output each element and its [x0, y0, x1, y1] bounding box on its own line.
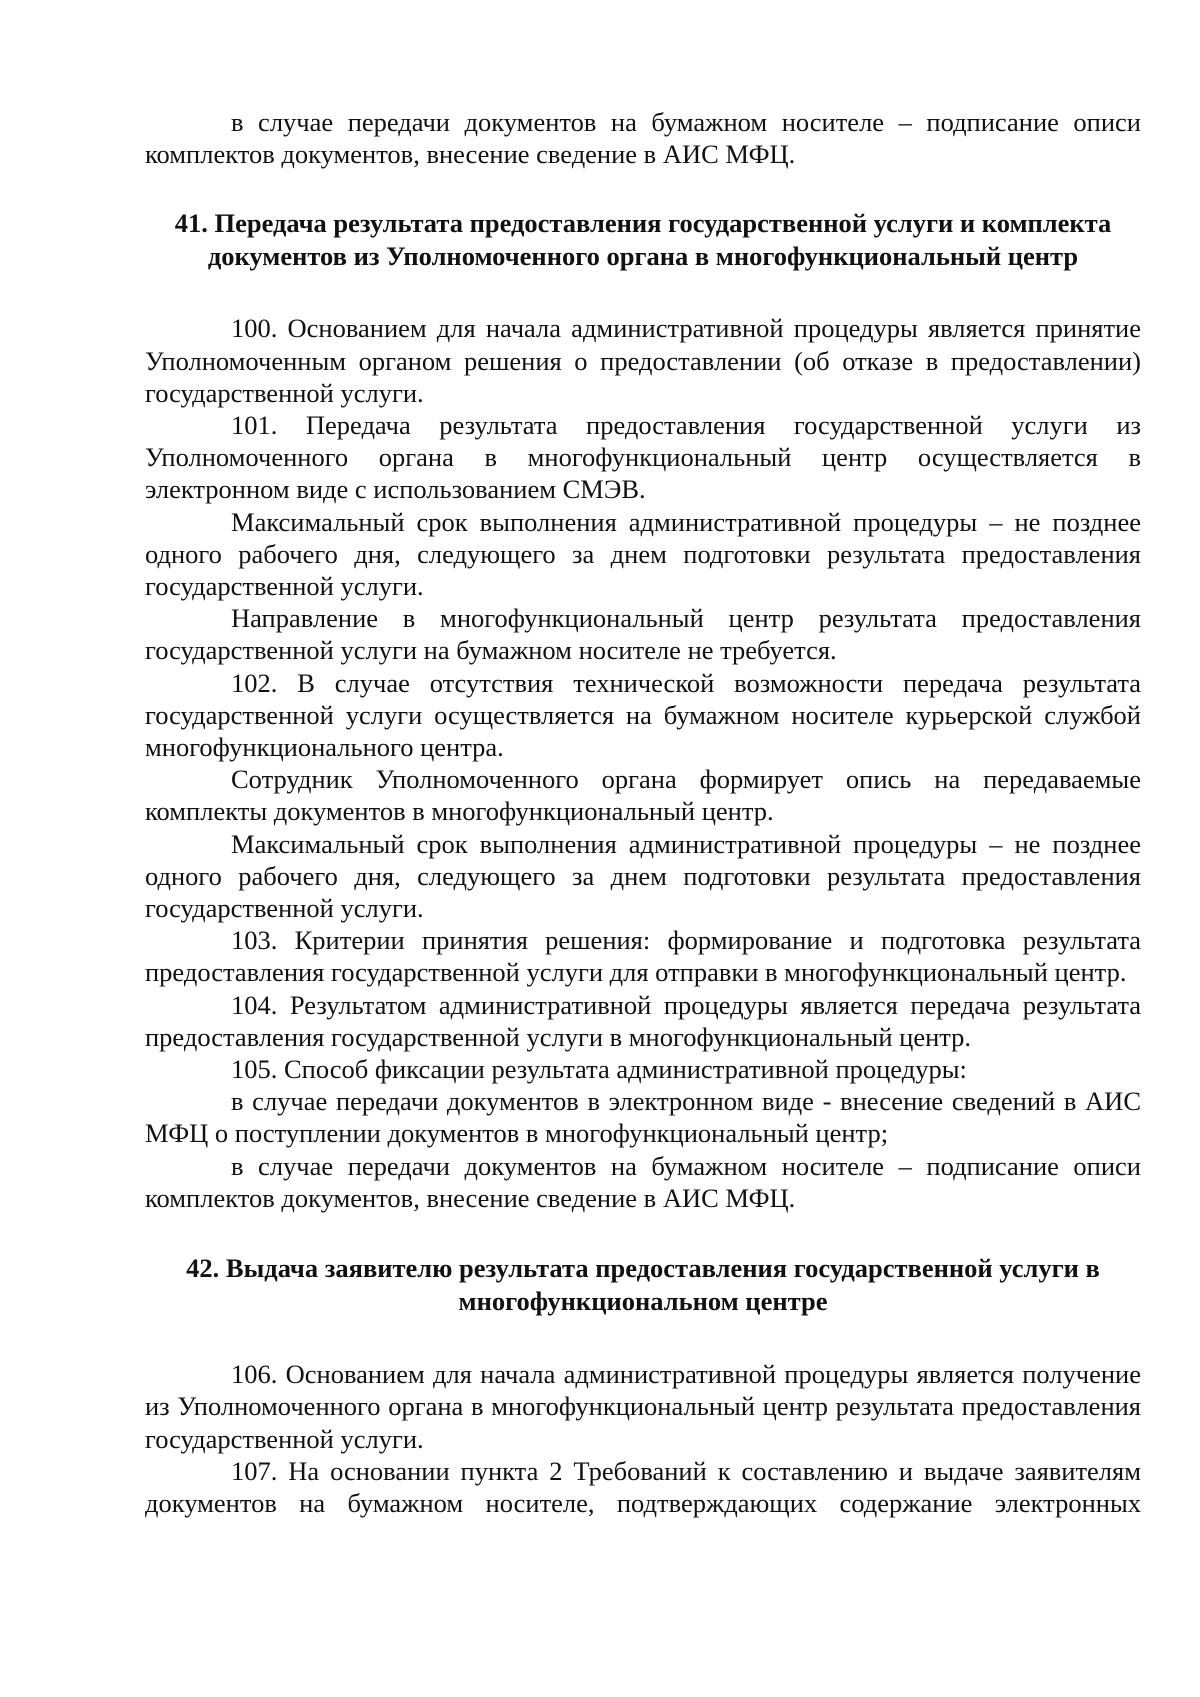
paragraph-101: 101. Передача результата предоставления государственной услуги из Уполномоченного органа в многофункциональный центр осуществляется в электронном виде с использованием СМЭВ.: [145, 410, 1141, 505]
paragraph-103: 103. Критерии принятия решения: формирование и подготовка результата предоставления государственной услуги для отправки в многофункциональный центр.: [145, 925, 1141, 988]
section-42-body: [145, 1358, 1141, 1519]
section-41-heading: 41. Передача результата предоставления государственной услуги и комплекта документов из Уполномоченного органа в многофункциональный центр: [174, 208, 1112, 271]
paragraph-100: 100. Основанием для начала административной процедуры является принятие Уполномоченным органом решения о предоставлении (об отказе в предоставлении) государственной услуги.: [145, 313, 1141, 408]
paragraph-top: в случае передачи документов на бумажном носителе – подписание описи комплектов документов, внесение сведение в АИС МФЦ.: [145, 107, 1141, 170]
paragraph-102: 102. В случае отсутствия технической возможности передача результата государственной услуги осуществляется на бумажном носителе курьерской службой многофункционального центра.: [145, 667, 1141, 763]
paragraph-107: 107. На основании пункта 2 Требований к составлению и выдаче заявителям документов на бумажном носителе, подтверждающих содержание электронных: [145, 1455, 1141, 1518]
paragraph-106: 106. Основанием для начала административной процедуры является получение из Уполномоченного органа в многофункциональный центр результата предоставления государственной услуги.: [145, 1359, 1141, 1454]
paragraph-max-term-2: Максимальный срок выполнения административной процедуры – не позднее одного рабочего дня, следующего за днем подготовки результата предоставления государственной услуги.: [145, 828, 1141, 924]
paragraph-electronic-case: в случае передачи документов в электронном виде - внесение сведений в АИС МФЦ о поступлении документов в многофункциональный центр;: [145, 1086, 1141, 1149]
section-41-body: [145, 312, 1141, 1214]
paragraph-inventory: Сотрудник Уполномоченного органа формирует опись на передаваемые комплекты документов в многофункциональный центр.: [145, 764, 1141, 827]
section-42-heading: 42. Выдача заявителю результата предоставления государственной услуги в многофункциональном центре: [186, 1253, 1100, 1316]
paragraph-paper-case: в случае передачи документов на бумажном носителе – подписание описи комплектов документов, внесение сведение в АИС МФЦ.: [145, 1150, 1141, 1213]
paragraph-104: 104. Результатом административной процедуры является передача результата предоставления государственной услуги в многофункциональный центр.: [145, 989, 1141, 1052]
paragraph-max-term-1: Максимальный срок выполнения административной процедуры – не позднее одного рабочего дня, следующего за днем подготовки результата предоставления государственной услуги.: [145, 506, 1141, 602]
paragraph-paper-not-required: Направление в многофункциональный центр результата предоставления государственной услуги на бумажном носителе не требуется.: [145, 603, 1141, 666]
paragraph-105: 105. Способ фиксации результата административной процедуры:: [231, 1054, 967, 1085]
document-page: [145, 106, 1141, 1519]
